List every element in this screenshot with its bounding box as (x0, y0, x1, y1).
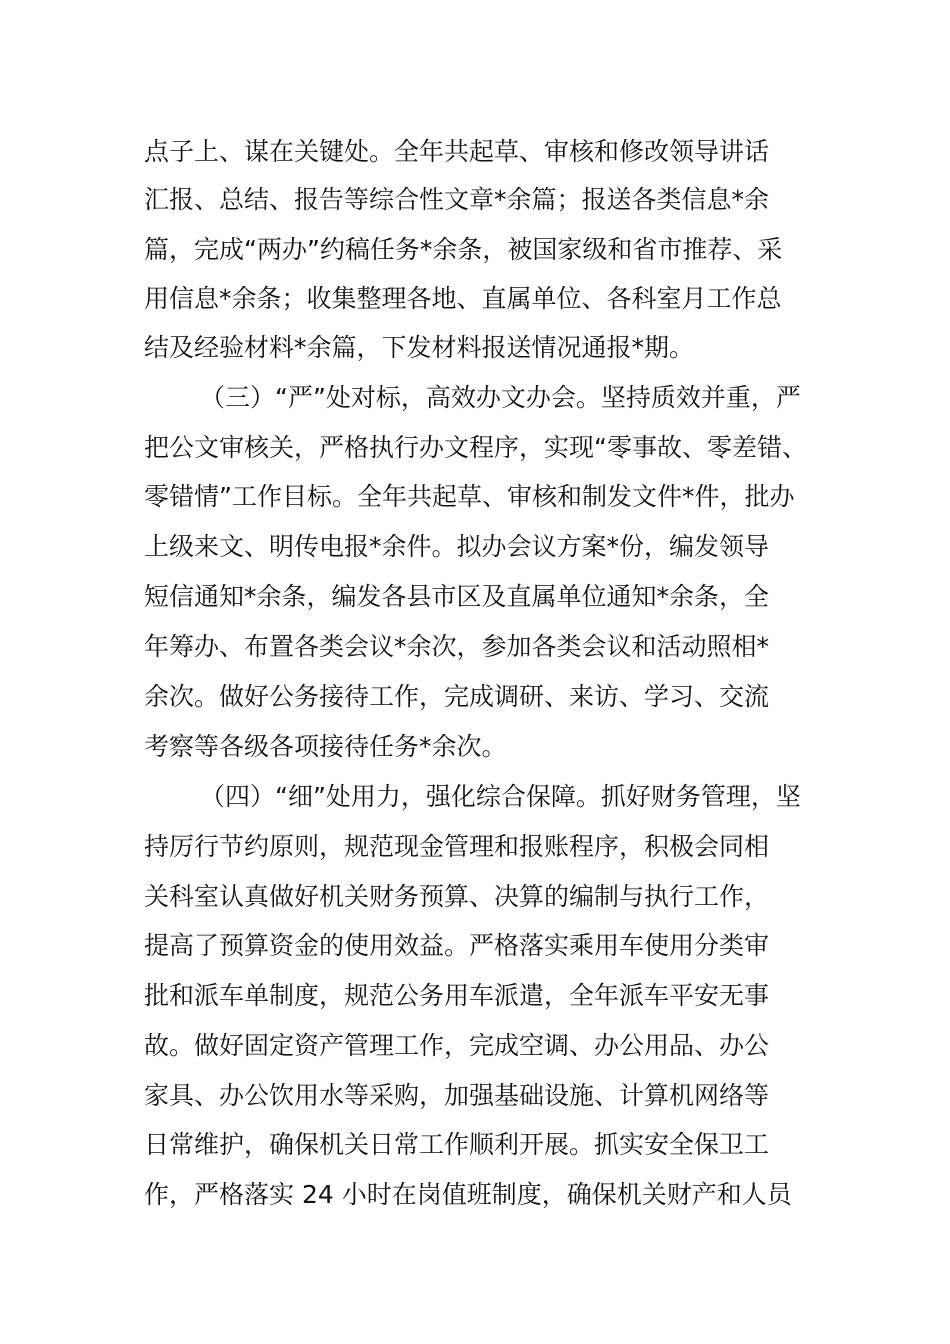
body-text-line: 故。做好固定资产管理工作，完成空调、办公用品、办公 (144, 1031, 770, 1060)
body-text-line: 提高了预算资金的使用效益。严格落实乘用车使用分类审 (144, 931, 770, 960)
body-text-line: 批和派车单制度，规范公务用车派遣，全年派车平安无事 (144, 981, 770, 1010)
section-heading-line: （三）“严”处对标，高效办文办会。坚持质效并重，严 (200, 383, 801, 412)
body-text-line: 结及经验材料*余篇，下发材料报送情况通报*期。 (144, 333, 695, 362)
body-text-line: 篇，完成“两办”约稿任务*余条，被国家级和省市推荐、采 (144, 235, 783, 264)
body-text-line: 点子上、谋在关键处。全年共起草、审核和修改领导讲话 (144, 137, 770, 166)
section-heading-line: （四）“细”处用力，强化综合保障。抓好财务管理，坚 (200, 782, 801, 811)
body-text-line: 持厉行节约原则，规范现金管理和报账程序，积极会同相 (144, 832, 770, 861)
body-text-line: 零错情”工作目标。全年共起草、审核和制发文件*件，批办 (144, 482, 795, 511)
body-text-line: 家具、办公饮用水等采购，加强基础设施、计算机网络等 (144, 1081, 770, 1110)
body-text-line: 日常维护，确保机关日常工作顺利开展。抓实安全保卫工 (144, 1130, 770, 1159)
body-text-line: 关科室认真做好机关财务预算、决算的编制与执行工作， (144, 882, 770, 911)
body-text-line: 汇报、总结、报告等综合性文章*余篇；报送各类信息*余 (144, 185, 770, 214)
body-text-line: 短信通知*余条，编发各县市区及直属单位通知*余条，全 (144, 582, 770, 611)
body-text-line: 考察等各级各项接待任务*余次。 (144, 732, 507, 761)
body-text-line: 上级来文、明传电报*余件。拟办会议方案*份，编发领导 (144, 532, 770, 561)
body-text-line: 年筹办、布置各类会议*余次，参加各类会议和活动照相* (144, 632, 770, 661)
body-text-line: 用信息*余条；收集整理各地、直属单位、各科室月工作总 (144, 284, 782, 313)
body-text-line: 把公文审核关，严格执行办文程序，实现“零事故、零差错、 (144, 433, 807, 462)
body-text-line: 作，严格落实 24 小时在岗值班制度，确保机关财产和人员 (144, 1180, 792, 1209)
body-text-line: 余次。做好公务接待工作，完成调研、来访、学习、交流 (144, 682, 770, 711)
